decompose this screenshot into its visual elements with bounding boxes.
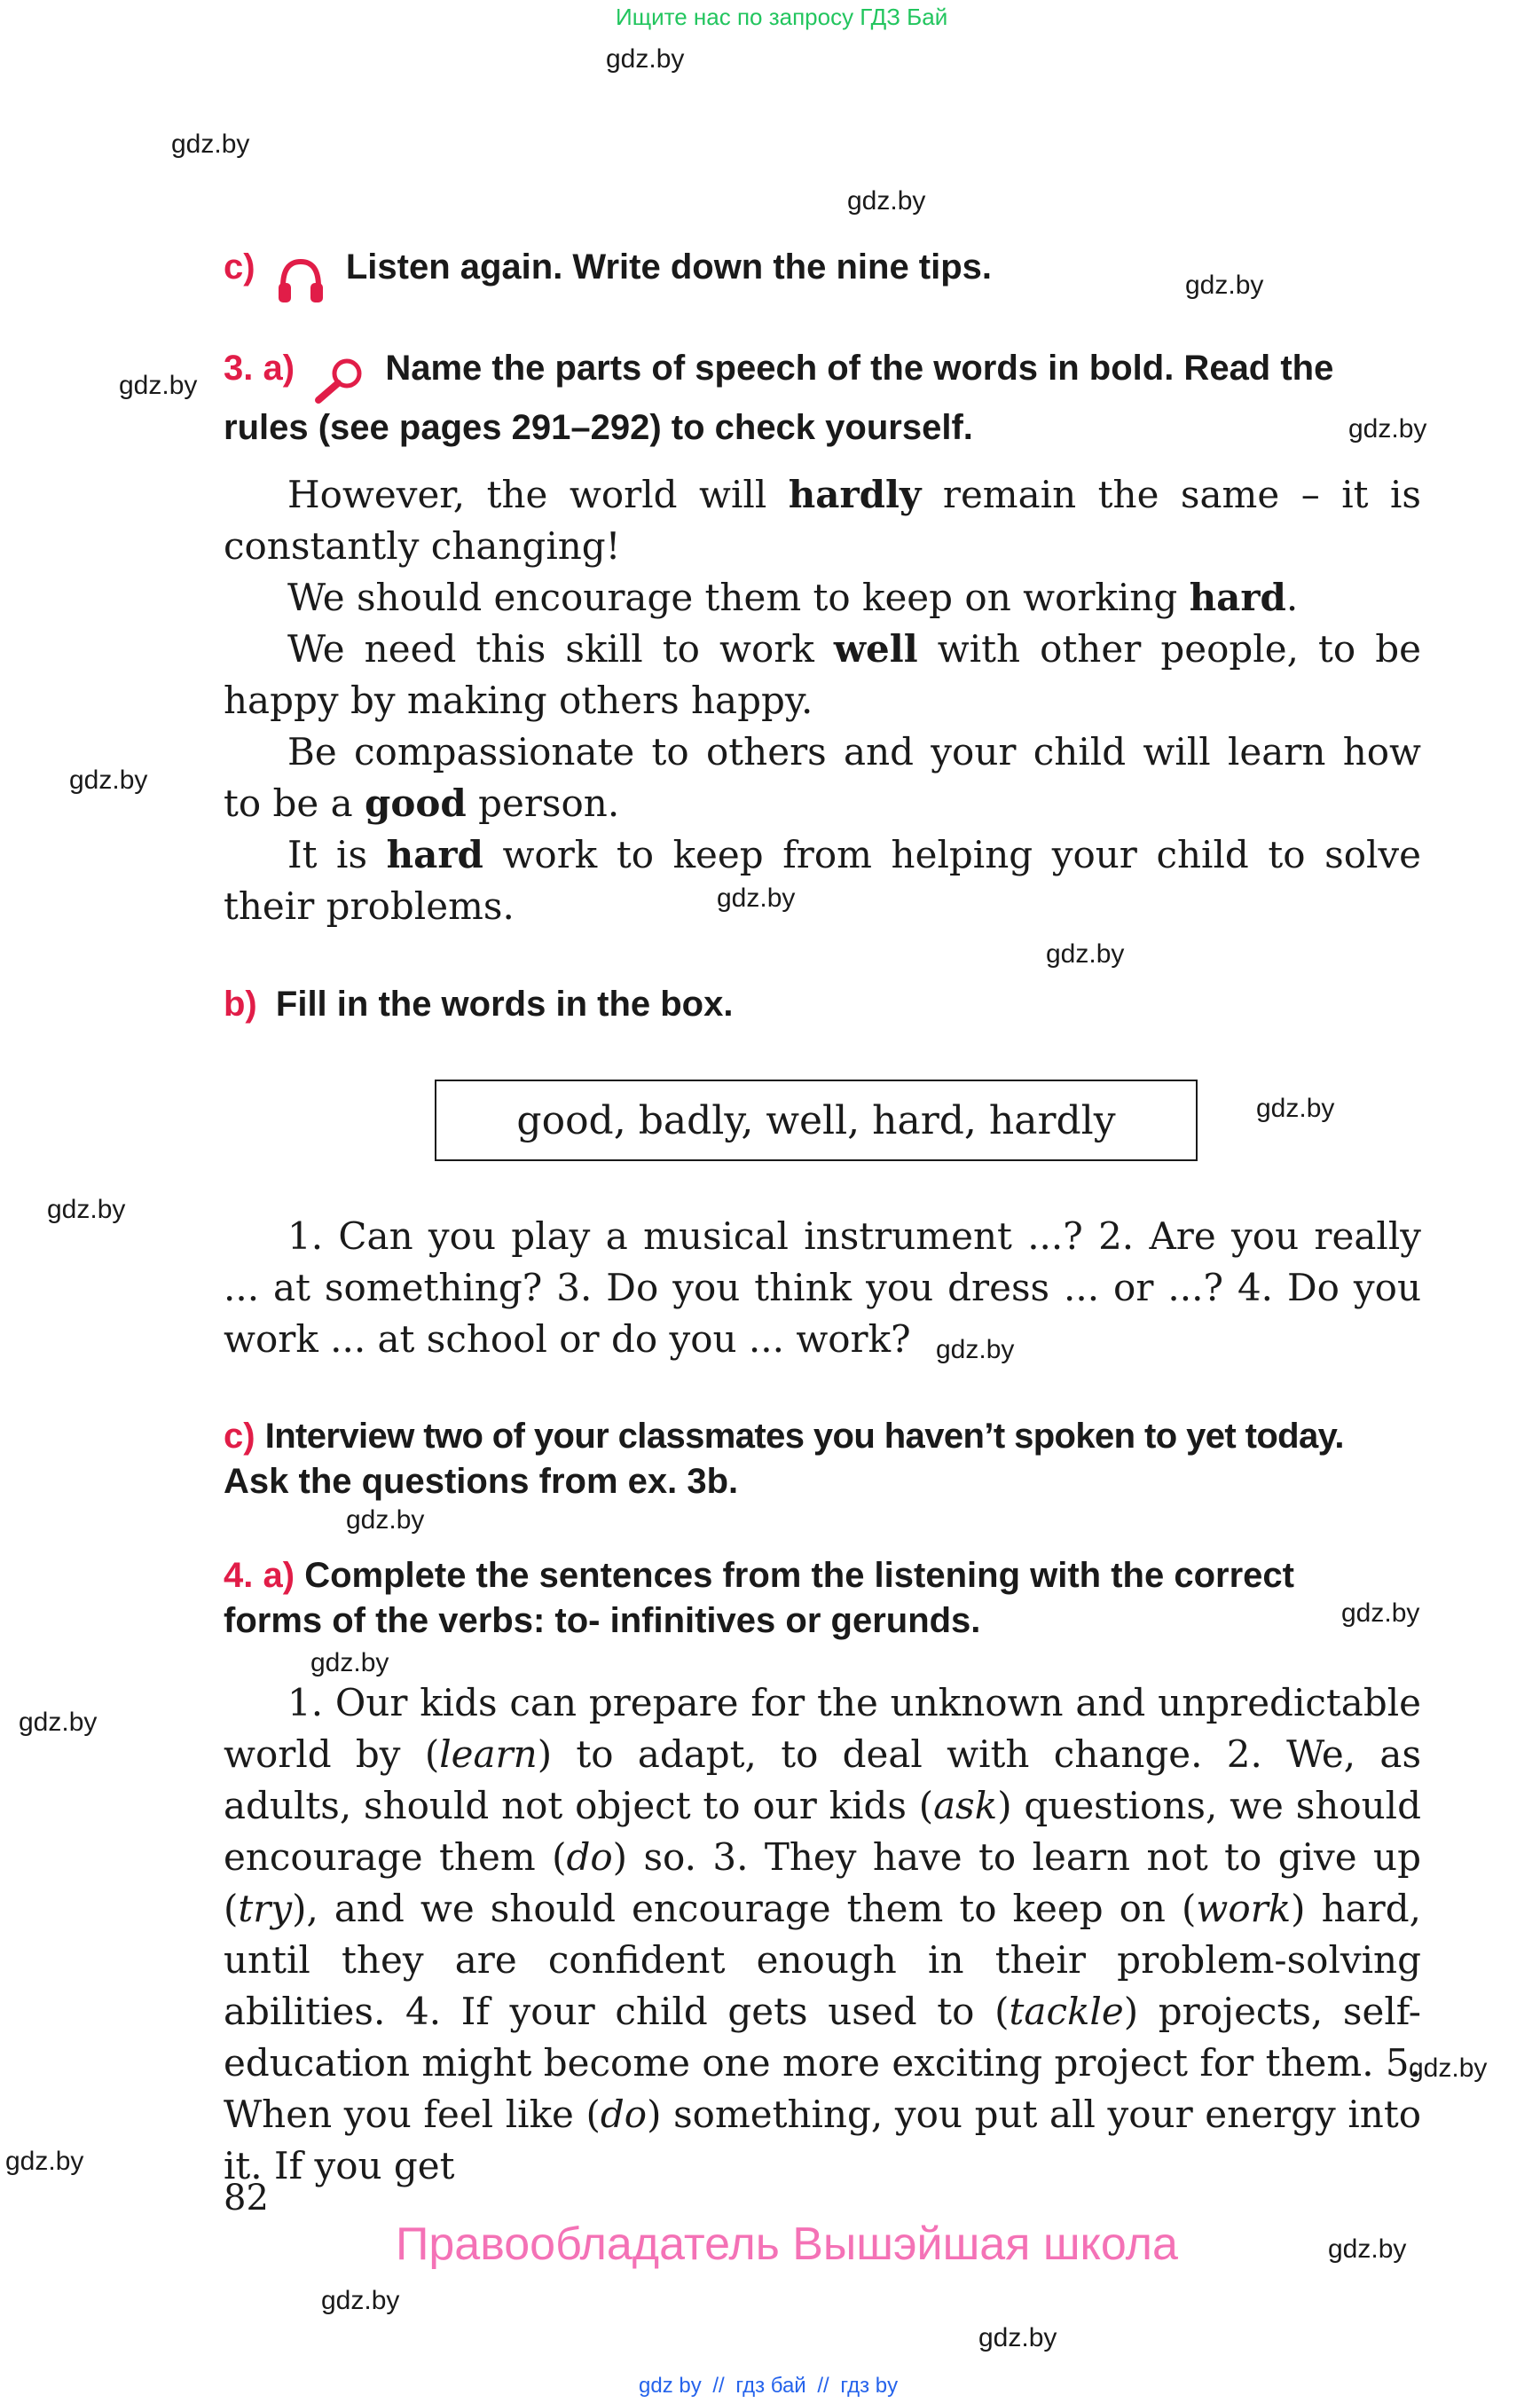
watermark: gdz.by <box>69 766 148 795</box>
sentence-text: However, the world will <box>287 473 789 516</box>
verb-prompt: learn <box>439 1732 538 1776</box>
verb-prompt: do <box>566 1835 613 1879</box>
watermark: gdz.by <box>47 1195 126 1224</box>
sentence-text: ) questions, we should encourage them ( <box>224 1784 1421 1879</box>
sentence-text: with other people, to be happy by making others happy. <box>224 627 1421 722</box>
sentence-text: Be compassionate to others and your child will learn how to be a <box>224 730 1421 825</box>
sentence-text: We should encourage them to keep on working <box>287 576 1190 619</box>
watermark: gdz.by <box>19 1708 98 1737</box>
verb-prompt: ask <box>933 1784 998 1827</box>
sentence-text: ) projects, self-education might become one more exciting project for them. 5. When you feel like ( <box>224 1990 1421 2136</box>
watermark: gdz.by <box>717 883 796 913</box>
bold-word: hard <box>386 833 483 876</box>
watermark: gdz.by <box>5 2147 84 2176</box>
word-box <box>435 1080 1198 1161</box>
watermark: gdz.by <box>310 1648 389 1677</box>
exercise-number: 4. <box>224 1556 254 1595</box>
watermark: gdz.by <box>1256 1094 1335 1123</box>
verb-prompt: tackle <box>1009 1990 1124 2033</box>
sentence-text: 1. Our kids can prepare for the unknown and unpredictable world by ( <box>224 1681 1421 1776</box>
watermark: gdz.by <box>847 186 926 216</box>
exercise-instruction-line1: Interview two of your classmates you haven’t spoken to yet today. <box>264 1417 1344 1456</box>
word-box-text: good, badly, well, hard, hardly <box>516 1097 1116 1143</box>
exercise-instruction-line2: rules (see pages 291–292) to check yourself. <box>224 408 973 448</box>
exercise-letter: c) <box>224 247 255 287</box>
header-search-link[interactable]: Ищите нас по запросу ГДЗ Бай <box>616 4 948 30</box>
exercise-instruction-line2: Ask the questions from ex. 3b. <box>224 1462 739 1501</box>
watermark: gdz.by <box>606 44 685 74</box>
sentence-text: It is <box>287 833 387 876</box>
verb-prompt: try <box>238 1887 293 1930</box>
example-sentence <box>224 572 1421 624</box>
watermark: gdz.by <box>1348 414 1427 444</box>
exercise-letter: c) <box>224 1417 255 1456</box>
watermark: gdz.by <box>346 1505 425 1535</box>
watermark: gdz.by <box>1341 1598 1420 1628</box>
sentence-text: ) so. 3. They have to learn not to give up ( <box>224 1835 1421 1930</box>
exercise-3a-sentences <box>224 469 1421 932</box>
exercise-instruction-line1: Name the parts of speech of the words in bold. Read the <box>385 349 1334 388</box>
sentence-text: We need this skill to work <box>287 627 834 671</box>
footer-link[interactable]: гдз by <box>840 2374 899 2398</box>
footer-separator: // <box>712 2374 725 2398</box>
exercise-3c <box>224 1414 1421 1504</box>
bold-word: hard <box>1189 576 1286 619</box>
watermark: gdz.by <box>321 2286 400 2315</box>
exercise-letter: a) <box>263 1556 295 1595</box>
exercise-instruction-line1: Complete the sentences from the listening with the correct <box>304 1556 1294 1595</box>
watermark: gdz.by <box>171 130 250 159</box>
exercise-3b <box>224 982 733 1027</box>
exercise-2c <box>224 245 992 308</box>
bold-word: good <box>365 781 467 825</box>
bold-word: hardly <box>788 473 922 516</box>
watermark: gdz.by <box>936 1335 1015 1364</box>
sentence-text: ) something, you put all your energy into it. If you get <box>224 2093 1422 2187</box>
exercise-4a <box>224 1553 1421 1644</box>
bold-word: well <box>833 627 918 671</box>
example-sentence <box>224 726 1421 829</box>
verb-prompt: do <box>600 2093 648 2136</box>
exercise-letter: b) <box>224 985 257 1024</box>
footer-separator: // <box>817 2374 829 2398</box>
exercise-3b-text <box>224 1211 1421 1365</box>
exercise-3b-questions: 1. Can you play a musical instrument ...? 2. Are you really ... at something? 3. Do you think you dress ... or ...? 4. Do you work ... at school or do you ... work? <box>224 1214 1421 1361</box>
exercise-instruction-line2: forms of the verbs: to- infinitives or gerunds. <box>224 1601 981 1640</box>
watermark: gdz.by <box>978 2323 1057 2352</box>
footer-links <box>639 2374 898 2399</box>
exercise-3a <box>224 346 1421 451</box>
example-sentence <box>224 829 1421 932</box>
footer-link[interactable]: gdz by <box>639 2374 702 2398</box>
sentence-text: ) hard, until they are confident enough in their problem-solving abilities. 4. If your child gets used to ( <box>224 1887 1421 2033</box>
exercise-4a-text <box>224 1677 1421 2192</box>
exercise-instruction: Listen again. Write down the nine tips. <box>345 247 993 287</box>
watermark: gdz.by <box>1409 2054 1488 2083</box>
exercise-letter: a) <box>263 349 295 388</box>
sentence-text: . <box>1285 576 1299 619</box>
watermark: gdz.by <box>1185 271 1264 300</box>
sentence-text: remain the same – it is constantly changing! <box>224 473 1421 568</box>
watermark: gdz.by <box>119 371 198 400</box>
sentence-text: ), and we should encourage them to keep on ( <box>292 1887 1197 1930</box>
verb-prompt: work <box>1196 1887 1292 1930</box>
sentence-text: person. <box>466 781 620 825</box>
page-number: 82 <box>224 2178 269 2218</box>
watermark: gdz.by <box>1046 939 1125 969</box>
magnifier-icon <box>311 356 368 405</box>
sentence-text: work to keep from helping your child to solve their problems. <box>224 833 1421 928</box>
rights-holder: Правообладатель Вышэйшая школа <box>396 2218 1178 2270</box>
watermark: gdz.by <box>1328 2234 1407 2264</box>
headphones-icon <box>274 255 327 308</box>
sentence-text: ) to adapt, to deal with change. 2. We, as adults, should not object to our kids ( <box>224 1732 1421 1827</box>
example-sentence <box>224 624 1421 726</box>
footer-link[interactable]: гдз бай <box>735 2374 806 2398</box>
exercise-instruction: Fill in the words in the box. <box>275 985 734 1024</box>
exercise-number: 3. <box>224 349 254 388</box>
example-sentence <box>224 469 1421 572</box>
